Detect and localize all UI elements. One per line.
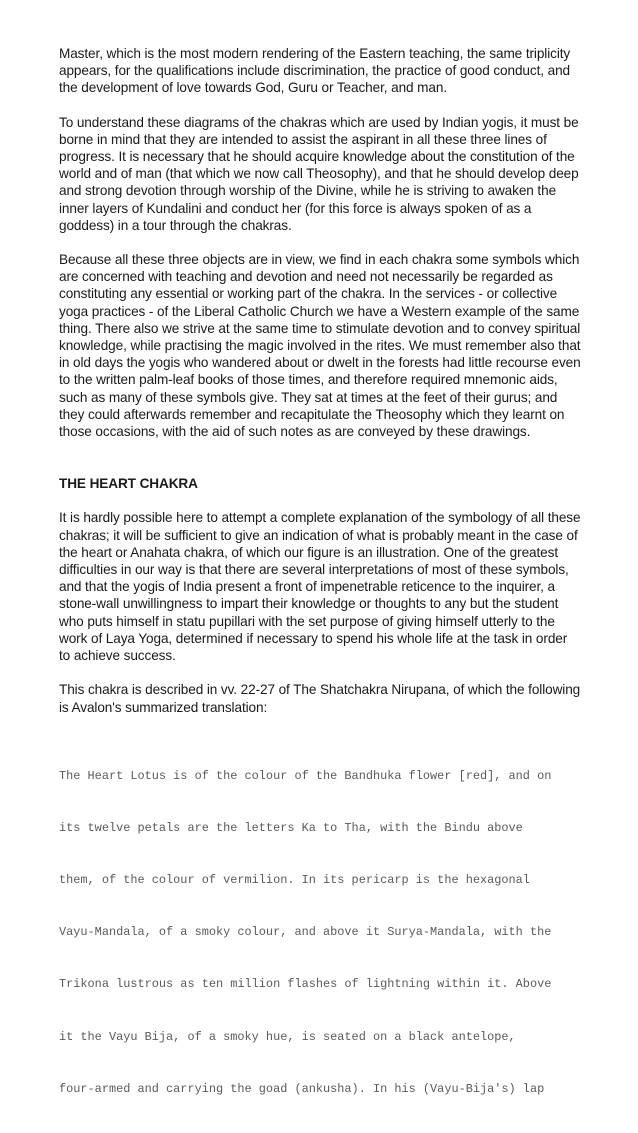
paragraph-symbols: Because all these three objects are in view, we find in each chakra some symbols which are concerned with teaching and devotion and need not necessarily be regarded as constituting any essential or working part of the chakra. In the services - or collective yoga practices - of the Liberal Catholic Church we have a Western example of the same thing. There also we strive at the same time to stimulate devotion and to convey spiritual knowledge, while practising the magic involved in the rites. We must remember also that in old days the yogis who wandered about or dwelt in the forests had little recourse even to the written palm-leaf books of those times, and therefore required mnemonic aids, such as many of these symbols give. They sat at times at the feet of their gurus; and they could afterwards remember and recapitulate the Theosophy which they learnt on those occasions, with the aid of such notes as are conveyed by these drawings.	[59, 252, 581, 440]
document-page	[59, 45, 581, 1133]
quote-line: Trikona lustrous as ten million flashes of lightning within it. Above	[59, 977, 552, 992]
section-heading-heart-chakra: THE HEART CHAKRA	[59, 476, 198, 492]
quote-line: four-armed and carrying the goad (ankusha). In his (Vayu-Bija's) lap	[59, 1081, 545, 1096]
quote-line: its twelve petals are the letters Ka to Tha, with the Bindu above	[59, 820, 523, 835]
paragraph-translation-intro: This chakra is described in vv. 22-27 of The Shatchakra Nirupana, of which the following is Avalon's summarized translation:	[59, 682, 581, 715]
paragraph-symbology: It is hardly possible here to attempt a complete explanation of the symbology of all these chakras; it will be sufficient to give an indication of what is probably meant in the case of the heart or Anahata chakra, of which our figure is an illustration. One of the greatest difficulties in our way is that there are several interpretations of most of these symbols, and that the yogis of India present a front of impenetrable reticence to the inquirer, a stone-wall unwillingness to impart their knowledge or thoughts to any but the student who puts himself in statu pupillari with the set purpose of giving himself utterly to the work of Laya Yoga, determined if necessary to spend his whole life at the task in order to achieve success.	[59, 510, 581, 664]
quoted-translation	[59, 733, 581, 1133]
paragraph-triplicity: Master, which is the most modern rendering of the Eastern teaching, the same triplicity appears, for the qualifications include discrimination, the practice of good conduct, and the development of love towards God, Guru or Teacher, and man.	[59, 46, 571, 96]
quote-line: The Heart Lotus is of the colour of the Bandhuka flower [red], and on	[59, 768, 552, 783]
quote-line: them, of the colour of vermilion. In its pericarp is the hexagonal	[59, 872, 530, 887]
quote-line: it the Vayu Bija, of a smoky hue, is seated on a black antelope,	[59, 1029, 516, 1044]
quote-line: Vayu-Mandala, of a smoky colour, and above it Surya-Mandala, with the	[59, 925, 552, 940]
paragraph-diagrams: To understand these diagrams of the chakras which are used by Indian yogis, it must be borne in mind that they are intended to assist the aspirant in all these three lines of progress. It is necessary that he should acquire knowledge about the constitution of the world and of man (that which we now call Theosophy), and that he should develop deep and strong devotion through worship of the Divine, while he is striving to awaken the inner layers of Kundalini and conduct her (for this force is always spoken of as a goddess) in a tour through the chakras.	[59, 114, 579, 233]
